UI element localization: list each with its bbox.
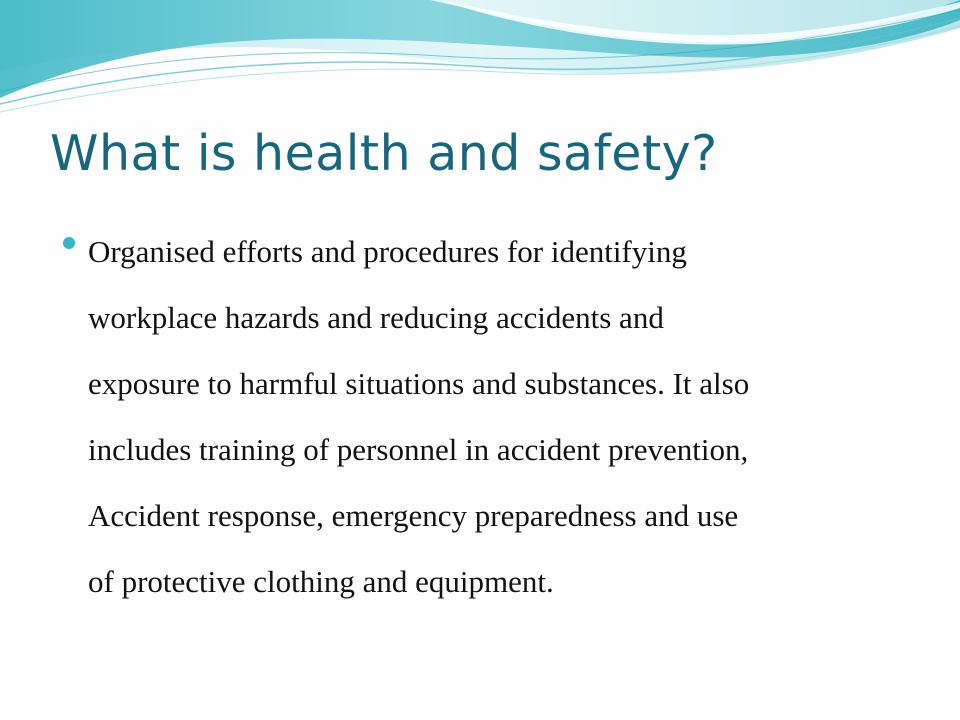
- bullet-line: of protective clothing and equipment.: [88, 564, 554, 599]
- decorative-wave-header: [0, 0, 960, 130]
- bullet-dot-icon: [63, 237, 75, 249]
- bullet-line: Organised efforts and procedures for identifying: [88, 234, 687, 269]
- slide-title: What is health and safety?: [50, 125, 718, 182]
- bullet-line: exposure to harmful situations and substances. It also: [88, 366, 750, 401]
- bullet-line: includes training of personnel in accident prevention,: [88, 432, 749, 467]
- bullet-line: workplace hazards and reducing accidents and: [88, 300, 664, 335]
- bullet-line: Accident response, emergency preparedness and use: [88, 498, 739, 533]
- bullet-paragraph: [88, 219, 908, 615]
